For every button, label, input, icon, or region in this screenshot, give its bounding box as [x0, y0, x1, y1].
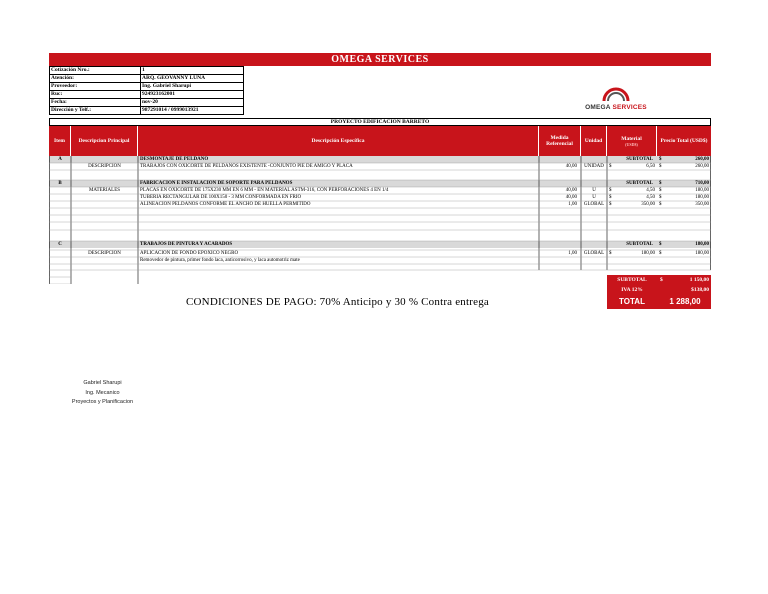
line-unidad: U: [592, 195, 596, 200]
header-item: Item: [49, 126, 71, 156]
line-total: 260,00: [695, 164, 709, 169]
header-medida: Medida Referencial: [539, 126, 581, 156]
section-title: DESMONTAJE DE PELDANO: [140, 157, 209, 162]
principal-desc: MATERIALES: [88, 188, 121, 193]
logo-wordmark: [580, 104, 652, 111]
subtotal-value: 710,00: [695, 181, 709, 186]
signature-name: Gabriel Sharupi: [83, 380, 122, 386]
section-title: FABRICACION E INSTALACION DE SOPORTE PARA PELDANOS: [140, 181, 293, 186]
currency: $: [609, 195, 612, 200]
line-desc: TUBERIA RECTANGULAR DE 100X150 - 3 MM CONFORMADA EN FRIO: [140, 195, 302, 200]
info-label: Cotización Nro.:: [50, 67, 141, 75]
signature-title: Ing. Mecanico: [85, 390, 120, 396]
signature-dept: Proyectos y Planificacion: [71, 399, 134, 405]
currency: $: [609, 251, 612, 256]
quote-info-table: [49, 66, 244, 115]
info-label: Atención:: [50, 75, 141, 83]
line-medida: 40,00: [565, 164, 577, 169]
totals-subtotal-row: [607, 275, 711, 285]
subtotal-label: SUBTOTAL: [626, 157, 653, 162]
subtotal-value: 260,00: [695, 157, 709, 162]
totals-total-value: 1 288,00: [669, 297, 701, 306]
info-value: ARQ. GEOVANNY LUNA: [141, 75, 244, 83]
line-unidad: GLOBAL: [583, 251, 605, 256]
line-desc: Removedor de pintura, primer fondo laca, anticorrosivo, y laca automotriz mate: [140, 258, 300, 263]
line-desc: APLICACION DE FONDO EPOXICO NEGRO: [140, 251, 239, 256]
header-precio: Precio Total (USD$): [657, 126, 711, 156]
currency: $: [659, 181, 662, 186]
totals-iva-row: [607, 285, 711, 295]
line-medida: 1,00: [568, 202, 577, 207]
info-label: Dirección y Telf.:: [50, 107, 141, 115]
subtotal-label: SUBTOTAL: [626, 181, 653, 186]
currency: $: [659, 195, 662, 200]
currency: $: [609, 188, 612, 193]
section-item: A: [58, 157, 62, 162]
line-unidad: UNIDAD: [584, 164, 604, 169]
table-gridlines: [49, 156, 711, 284]
currency: $: [659, 242, 662, 247]
header-material-unit: (USD$): [625, 141, 638, 147]
line-total: 180,00: [695, 188, 709, 193]
line-total: 180,00: [695, 251, 709, 256]
totals-iva-value: $138,00: [691, 287, 709, 293]
subtotal-value: 180,00: [695, 242, 709, 247]
totals-iva-label: IVA 12%: [621, 287, 643, 293]
line-unit-price: 180,00: [641, 251, 655, 256]
subtotal-label: SUBTOTAL: [626, 242, 653, 247]
header-material: [607, 126, 657, 156]
line-desc: TRABAJOS CON OXICORTE DE PELDANOS EXISTENTE -CONJUNTO PIE DE AMIGO Y PLACA: [140, 164, 353, 169]
line-unit-price: 6,50: [646, 164, 655, 169]
company-banner: OMEGA SERVICES: [49, 53, 711, 66]
currency: $: [659, 157, 662, 162]
section-item: B: [58, 181, 62, 186]
header-especifica: Descripción Específica: [138, 126, 539, 156]
header-material-label: Material: [621, 135, 642, 142]
info-value: 924923162001: [141, 91, 244, 99]
info-label: Fecha:: [50, 99, 141, 107]
info-value: Ing. Gabriel Sharupi: [141, 83, 244, 91]
line-unit-price: 4,50: [646, 188, 655, 193]
logo-word-services: SERVICES: [612, 104, 647, 111]
line-unit-price: 350,00: [641, 202, 655, 207]
totals-total-label: TOTAL: [619, 297, 645, 306]
line-unidad: U: [592, 188, 596, 193]
line-unidad: GLOBAL: [583, 202, 605, 207]
line-medida: 40,00: [565, 195, 577, 200]
project-title: PROYECTO EDIFICACION BARRETO: [49, 118, 711, 126]
currency: $: [660, 277, 663, 283]
header-principal: Descripcion Principal: [71, 126, 138, 156]
line-medida: 40,00: [565, 188, 577, 193]
line-desc: PLACAS EN OXICORTE DE 175X230 MM EN 6 MM - EN MATERIAL ASTM-316, CON PERFORACIONES 4 EN 1/4: [140, 188, 389, 193]
currency: $: [609, 164, 612, 169]
info-label: Ruc:: [50, 91, 141, 99]
header-unidad: Unidad: [581, 126, 607, 156]
line-total: 180,00: [695, 195, 709, 200]
payment-conditions: CONDICIONES DE PAGO: 70% Anticipo y 30 % Contra entrega: [186, 296, 489, 308]
section-title: TRABAJOS DE PINTURA Y ACABADOS: [140, 242, 233, 247]
info-label: Proveedor:: [50, 83, 141, 91]
totals-subtotal-value: 1 150,00: [689, 277, 709, 283]
currency: $: [659, 202, 662, 207]
principal-desc: DESCRIPCION: [88, 164, 121, 169]
principal-desc: DESCRIPCION: [88, 251, 121, 256]
info-value: 1: [141, 67, 244, 75]
currency: $: [659, 164, 662, 169]
line-medida: 1,00: [568, 251, 577, 256]
logo-word-omega: OMEGA: [585, 104, 611, 111]
info-value: nov-20: [141, 99, 244, 107]
info-value: 987291014 / 0999013921: [141, 107, 244, 115]
section-item: C: [58, 242, 62, 247]
currency: $: [609, 202, 612, 207]
totals-total-row: [607, 295, 711, 309]
line-total: 350,00: [695, 202, 709, 207]
line-unit-price: 4,50: [646, 195, 655, 200]
currency: $: [659, 251, 662, 256]
line-desc: ALINEACION PELDANOS CONFORME EL ANCHO DE HUELLA PERMITIDO: [140, 202, 311, 207]
totals-subtotal-label: SUBTOTAL: [617, 277, 647, 283]
currency: $: [659, 188, 662, 193]
